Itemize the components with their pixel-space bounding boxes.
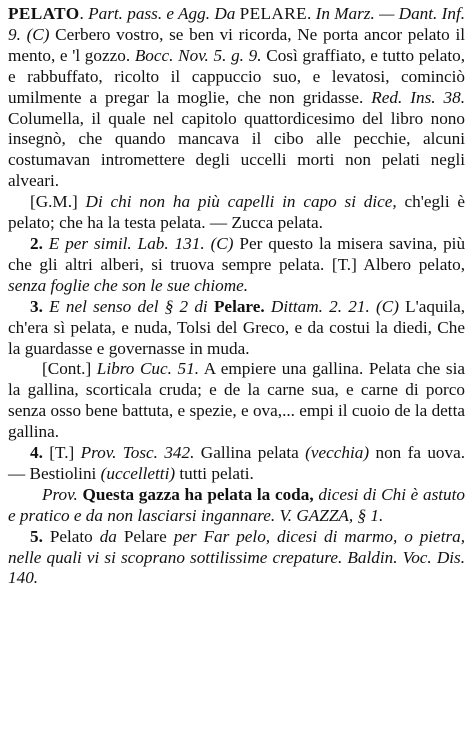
- sense-def: Di chi non ha più capelli in capo si dice,: [85, 192, 397, 212]
- sense-5: [8, 527, 465, 590]
- sense-number: 2.: [30, 233, 43, 253]
- crusca-tag: (C): [26, 24, 50, 44]
- sense-cont: [8, 359, 465, 443]
- example: Albero pelato,: [363, 254, 465, 274]
- citation-source: Dittam. 2. 21.: [270, 296, 370, 316]
- citation-source: Red. Ins. 38.: [371, 87, 465, 107]
- sense-def: da: [99, 526, 117, 546]
- citation-source: Prov.: [42, 484, 78, 504]
- sense-def: E per simil.: [48, 233, 132, 253]
- entry-pelato: PELATO. Part. pass. e Agg. Da PELARE. In Marz. — Dant. Inf. 9. (C) Cerbero vostro, se ben vi ricorda, Ne porta ancor pelato il mento, e 'l gozzo. Bocc. Nov. 5. g. 9. Così graffiato, e tutto pelato, e rabbuffato, ricolto il cappuccio suo, e levatosi, cominciò umilmente a pregar la moglie, che non gridasse. Red. Ins. 38. Columella, il quale nel capitolo quattordicesimo del libro nono insegnò, che quando mancava il cibo alle pecchie, alcuni costumavan intromettere degli uccelli morti non pelati negli alveari.: [8, 4, 466, 191]
- sense-def: E nel senso del § 2 di: [49, 296, 208, 316]
- citation-source: Libro Cuc. 51.: [96, 359, 200, 379]
- proverb: Gallina pelata: [200, 443, 299, 463]
- quotation: A empiere una gallina. Pelata che sia la gallina, scorticala cruda; e de la carne sua, e carne di porco senza osso bene battuta, e spezie, e ova,... empi il cuoio de la detta gallina.: [8, 359, 465, 442]
- gloss: (vecchia): [305, 443, 370, 463]
- sense-proverb: [8, 485, 465, 527]
- sense-4: [8, 443, 465, 485]
- term: Pelare: [123, 526, 167, 546]
- editor-tag: [T.]: [49, 443, 75, 463]
- quotation: Così graffiato, e tutto pelato, e rabbuffato, ricolto il cappuccio suo, e levatosi, cominciò umilmente a pregar la moglie, che non gridasse.: [8, 45, 466, 107]
- crusca-tag: (C): [376, 296, 399, 316]
- editor-tag: [G.M.]: [30, 192, 78, 212]
- term: Pelato: [49, 526, 93, 546]
- sense-2: [8, 234, 465, 297]
- gloss: senza foglie che son le sue chiome.: [8, 275, 249, 295]
- cross-ref: Pelare.: [213, 296, 265, 316]
- citation-source: In Marz. — Dant. Inf. 9.: [8, 4, 466, 44]
- citation-source: Prov. Tosc. 342.: [80, 443, 195, 463]
- headword: PELATO: [8, 4, 80, 23]
- editor-tag: [Cont.]: [42, 359, 92, 379]
- sense-number: 3.: [30, 296, 43, 316]
- sense-def: per Far pelo, dicesi di marmo, o pietra, nelle quali vi si scoprano sottilissime crepature.: [8, 526, 466, 567]
- sense-3: [8, 297, 465, 360]
- citation-source: Baldin. Voc. Dis. 140.: [8, 547, 465, 588]
- sense-gm: [8, 192, 465, 234]
- gloss: (uccelletti): [100, 463, 176, 483]
- sense-text: ch'egli è pelato; che ha la testa pelata. — Zucca pelata.: [8, 192, 466, 233]
- proverb: tutti pelati.: [179, 463, 254, 483]
- quotation: L'aquila, ch'era sì pelata, e nuda, Tolsi del Greco, e da costui la diedi, Che la guardasse e governasse in muda.: [8, 296, 466, 358]
- quotation: Columella, il quale nel capitolo quattordicesimo del libro nono insegnò, che quando mancava il cibo alle pecchie, alcuni costumavan intromettere degli uccelli morti non pelati negli alveari.: [8, 108, 465, 191]
- see-also: V. GAZZA, § 1.: [279, 505, 384, 525]
- cross-ref: PELARE: [239, 4, 307, 23]
- citation-source: Bocc. Nov. 5. g. 9.: [134, 45, 262, 65]
- grammar-def: Part. pass. e Agg. Da: [88, 4, 236, 23]
- quotation: Per questo la misera savina, più che gli altri alberi, si truova sempre pelata.: [8, 233, 466, 274]
- quotation: Cerbero vostro, se ben vi ricorda, Ne porta ancor pelato il mento, e 'l gozzo.: [8, 24, 465, 65]
- sense-number: 5.: [30, 526, 43, 546]
- sense-number: 4.: [30, 443, 43, 463]
- citation-source: Lab. 131.: [137, 233, 205, 253]
- crusca-tag: (C): [210, 233, 234, 253]
- proverb-bold: Questa gazza ha pelata la coda,: [82, 484, 314, 504]
- proverb: non fa uova. — Bestiolini: [8, 443, 466, 483]
- sense-def: dicesi di Chi è astuto e pratico e da non lasciarsi ingannare.: [8, 484, 466, 525]
- editor-tag: [T.]: [331, 254, 357, 274]
